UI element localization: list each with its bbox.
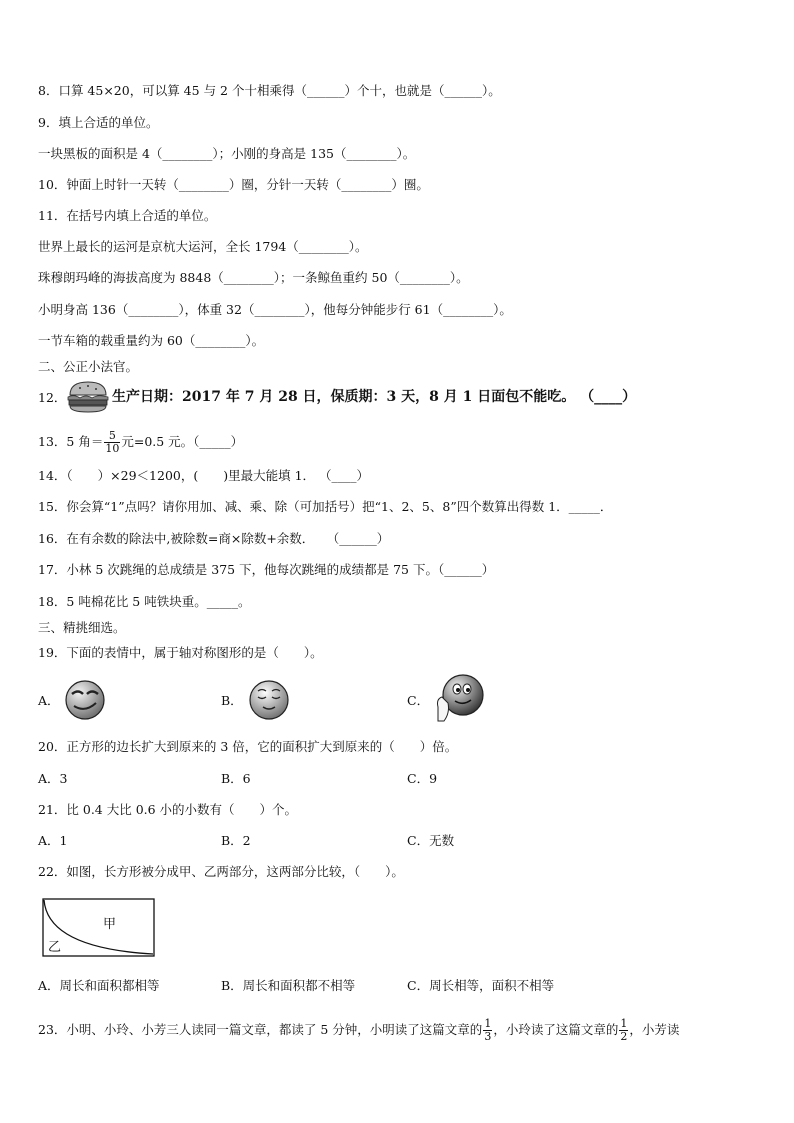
question-16: 16．在有余数的除法中,被除数=商×除数+余数． （______） <box>38 531 390 546</box>
question-18: 18．5 吨棉花比 5 吨铁块重。_____。 <box>38 594 251 609</box>
question-15: 15．你会算“1”点吗？请你用加、减、乘、除（可加括号）把“1、2、5、8”四个数算出得数 1．_____． <box>38 499 613 514</box>
question-23-part-b: ，小玲读了这篇文章的 <box>493 1022 619 1037</box>
question-17: 17．小林 5 次跳绳的总成绩是 375 下，他每次跳绳的成绩都是 75 下。（______） <box>38 562 495 577</box>
question-9: 9．填上合适的单位。 <box>38 115 159 130</box>
relieved-face-icon <box>248 679 290 721</box>
q21-option-b: B．2 <box>221 833 251 848</box>
q22-option-c: C．周长相等，面积不相等 <box>407 978 555 993</box>
question-23 <box>38 1018 679 1043</box>
burger-icon <box>66 380 110 414</box>
figure-label-yi: 乙 <box>48 940 62 955</box>
question-11-b: 珠穆朗玛峰的海拔高度为 8848（________）；一条鲸鱼重约 50（________）。 <box>38 270 469 285</box>
question-12-text: 生产日期：2017 年 7 月 28 日，保质期：3 天，8 月 1 日面包不能吃。 （____） <box>112 389 637 405</box>
question-9-a: 一块黑板的面积是 4（________）；小刚的身高是 135（________）。 <box>38 146 416 161</box>
question-14: 14．（ ）×29＜1200，( )里最大能填 1． （____） <box>38 468 370 483</box>
question-11-a: 世界上最长的运河是京杭大运河，全长 1794（________）。 <box>38 239 368 254</box>
question-23-part-c: ，小芳读 <box>629 1022 680 1037</box>
fraction-5-10 <box>104 430 120 455</box>
fraction-denominator: 2 <box>620 1030 628 1043</box>
fraction-numerator: 1 <box>484 1017 492 1030</box>
question-20: 20．正方形的边长扩大到原来的 3 倍，它的面积扩大到原来的（ ）倍。 <box>38 739 458 754</box>
figure-label-jia: 甲 <box>103 917 117 932</box>
thinking-face-icon <box>434 673 486 723</box>
question-8: 8．口算 45×20，可以算 45 与 2 个十相乘得（______）个十，也就是（______）。 <box>38 83 501 98</box>
smirk-face-icon <box>64 679 106 721</box>
fraction-one-half <box>619 1018 628 1043</box>
question-12-number: 12． <box>38 390 67 405</box>
question-13-prefix: 13．5 角＝ <box>38 434 104 449</box>
rectangle-figure <box>42 898 156 958</box>
section-2-heading: 二、公正小法官。 <box>38 359 139 374</box>
q20-option-b: B．6 <box>221 771 251 786</box>
question-19: 19．下面的表情中，属于轴对称图形的是（ ）。 <box>38 645 323 660</box>
q19-option-b-label: B． <box>221 693 243 708</box>
q19-option-a-label: A． <box>38 693 60 708</box>
q21-option-c: C．无数 <box>407 833 455 848</box>
fraction-one-third <box>483 1018 492 1043</box>
q22-option-b: B．周长和面积都不相等 <box>221 978 356 993</box>
question-11: 11．在括号内填上合适的单位。 <box>38 208 217 223</box>
fraction-numerator: 5 <box>104 430 120 443</box>
question-23-part-a: 23．小明、小玲、小芳三人读同一篇文章，都读了 5 分钟，小明读了这篇文章的 <box>38 1022 483 1037</box>
question-13-suffix: 元=0.5 元。（_____） <box>121 434 244 449</box>
question-10: 10．钟面上时针一天转（________）圈，分针一天转（________）圈。 <box>38 177 429 192</box>
q21-option-a: A．1 <box>38 833 68 848</box>
q22-option-a: A．周长和面积都相等 <box>38 978 160 993</box>
q20-option-a: A．3 <box>38 771 68 786</box>
fraction-denominator: 3 <box>484 1030 492 1043</box>
question-11-c: 小明身高 136（________），体重 32（________），他每分钟能步行 61（________）。 <box>38 302 512 317</box>
fraction-denominator: 10 <box>105 442 120 455</box>
question-22: 22．如图，长方形被分成甲、乙两部分，这两部分比较，（ ）。 <box>38 864 404 879</box>
fraction-numerator: 1 <box>620 1017 628 1030</box>
question-11-d: 一节车箱的载重量约为 60（________）。 <box>38 333 265 348</box>
question-13 <box>38 430 243 455</box>
question-21: 21．比 0.4 大比 0.6 小的小数有（ ）个。 <box>38 802 298 817</box>
q19-option-c-label: C． <box>407 693 430 708</box>
q20-option-c: C．9 <box>407 771 438 786</box>
section-3-heading: 三、精挑细选。 <box>38 620 126 635</box>
